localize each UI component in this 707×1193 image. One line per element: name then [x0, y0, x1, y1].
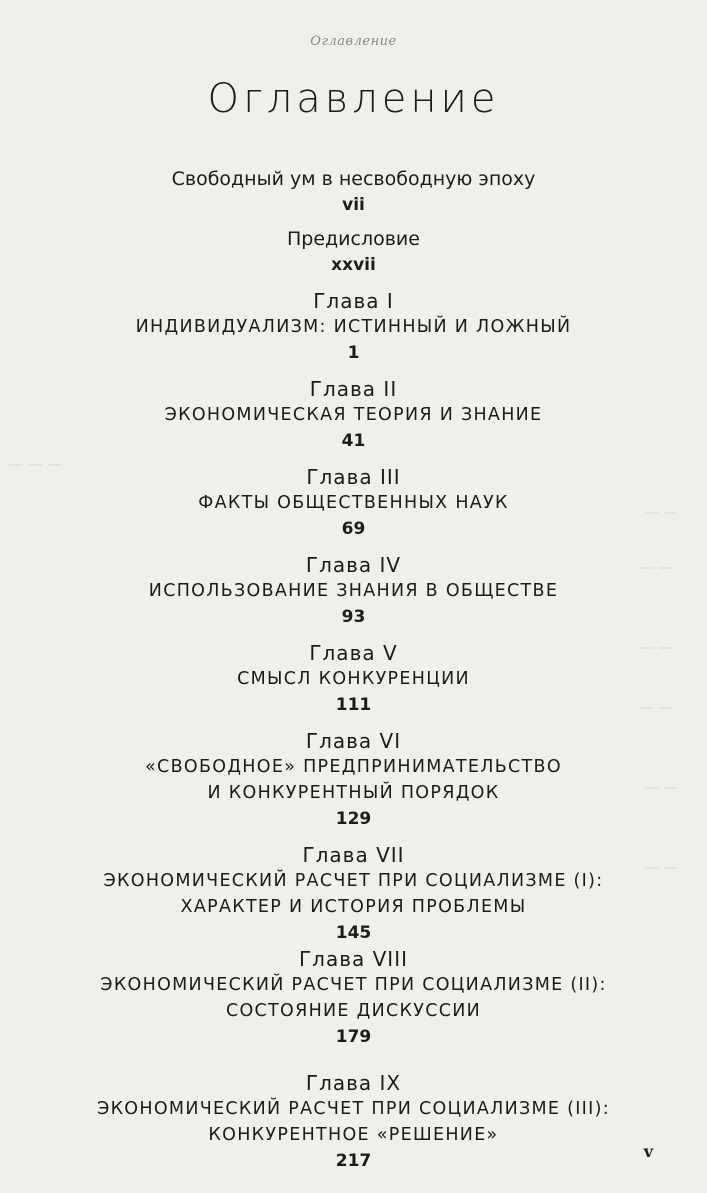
chapter-title: СОСТОЯНИЕ ДИСКУССИИ	[225, 1001, 482, 1021]
toc-entry-chapter-7	[0, 842, 707, 946]
toc-entry-page: 179	[335, 1027, 372, 1047]
toc-entry-foreword-essay	[0, 166, 707, 218]
toc-entry-page: xxvii	[331, 255, 376, 275]
toc-entry-page: vii	[342, 195, 365, 215]
toc-entry-chapter-8	[0, 946, 707, 1050]
toc-entry-page: 111	[335, 695, 372, 715]
toc-entry-chapter-4	[0, 552, 707, 630]
chapter-heading: Глава III	[306, 465, 401, 489]
chapter-title: ХАРАКТЕР И ИСТОРИЯ ПРОБЛЕМЫ	[180, 897, 527, 917]
book-page: Оглавление — — — — — — — — — — — — — — — Оглавление Свободный ум в несвободную эпоху vii Предисловие xxvii Глава I ИНДИВИДУАЛИЗМ: ИСТИННЫЙ И ЛОЖНЫЙ 1 Глава II ЭКОНОМИЧЕСКАЯ ТЕОРИЯ И ЗНАНИЕ 41 Глава III ФАКТЫ ОБЩЕСТВЕННЫХ НАУК 69 Глава IV ИСПОЛЬЗОВАНИЕ ЗНАНИЯ В ОБЩЕСТВЕ 93 Глава V СМЫСЛ КОНКУРЕНЦИИ 111 Глава VI «СВОБОДНОЕ» ПРЕДПРИНИМАТЕЛЬСТВО И КОНКУРЕНТНЫЙ ПОРЯДОК 129 Глава VII ЭКОНОМИЧЕСКИЙ РАСЧЕТ ПРИ СОЦИАЛИЗМЕ (I): ХАРАКТЕР И ИСТОРИЯ ПРОБЛЕМЫ 145 Глава VIII ЭКОНОМИЧЕСКИЙ РАСЧЕТ ПРИ СОЦИАЛИЗМЕ (II): СОСТОЯНИЕ ДИСКУССИИ 179 Глава IX ЭКОНОМИЧЕСКИЙ РАСЧЕТ ПРИ СОЦИАЛИЗМЕ (III): КОНКУРЕНТНОЕ «РЕШЕНИЕ» 217 v	[0, 0, 707, 1193]
running-head: Оглавление	[310, 34, 397, 49]
toc-entry-preface	[0, 226, 707, 278]
toc-entry-chapter-6	[0, 728, 707, 832]
toc-entry-chapter-9	[0, 1070, 707, 1174]
chapter-title: ИСПОЛЬЗОВАНИЕ ЗНАНИЯ В ОБЩЕСТВЕ	[148, 581, 559, 601]
toc-entry-chapter-1	[0, 288, 707, 366]
toc-entry-chapter-3	[0, 464, 707, 542]
chapter-title: ЭКОНОМИЧЕСКИЙ РАСЧЕТ ПРИ СОЦИАЛИЗМЕ (III):	[97, 1099, 610, 1119]
chapter-heading: Глава V	[309, 641, 398, 665]
chapter-title: И КОНКУРЕНТНЫЙ ПОРЯДОК	[207, 783, 500, 803]
chapter-title: «СВОБОДНОЕ» ПРЕДПРИНИМАТЕЛЬСТВО	[145, 757, 562, 777]
table-of-contents	[0, 166, 707, 1174]
toc-entry-page: 93	[341, 607, 366, 627]
chapter-heading: Глава VI	[305, 729, 402, 753]
toc-entry-page: 1	[347, 343, 360, 363]
toc-entry-page: 69	[341, 519, 366, 539]
chapter-title: ЭКОНОМИЧЕСКИЙ РАСЧЕТ ПРИ СОЦИАЛИЗМЕ (I):	[103, 871, 604, 891]
toc-entry-page: 145	[335, 923, 372, 943]
toc-entry-label: Свободный ум в несвободную эпоху	[171, 168, 536, 190]
page-number: v	[643, 1142, 653, 1161]
chapter-title: СМЫСЛ КОНКУРЕНЦИИ	[237, 669, 470, 689]
toc-entry-page: 41	[341, 431, 366, 451]
toc-entry-chapter-2	[0, 376, 707, 454]
page-title: Оглавление	[207, 76, 500, 122]
chapter-title: ФАКТЫ ОБЩЕСТВЕННЫХ НАУК	[198, 493, 509, 513]
toc-entry-chapter-5	[0, 640, 707, 718]
toc-entry-page: 217	[335, 1151, 372, 1171]
chapter-title: КОНКУРЕНТНОЕ «РЕШЕНИЕ»	[208, 1125, 499, 1145]
chapter-heading: Глава VII	[302, 843, 405, 867]
chapter-heading: Глава I	[313, 289, 394, 313]
toc-entry-page: 129	[335, 809, 372, 829]
chapter-heading: Глава VIII	[298, 947, 408, 971]
chapter-title: ЭКОНОМИЧЕСКАЯ ТЕОРИЯ И ЗНАНИЕ	[164, 405, 543, 425]
chapter-heading: Глава IX	[305, 1071, 402, 1095]
chapter-heading: Глава IV	[305, 553, 402, 577]
toc-entry-label: Предисловие	[287, 228, 420, 250]
chapter-heading: Глава II	[309, 377, 398, 401]
chapter-title: ИНДИВИДУАЛИЗМ: ИСТИННЫЙ И ЛОЖНЫЙ	[135, 317, 572, 337]
chapter-title: ЭКОНОМИЧЕСКИЙ РАСЧЕТ ПРИ СОЦИАЛИЗМЕ (II):	[100, 975, 607, 995]
